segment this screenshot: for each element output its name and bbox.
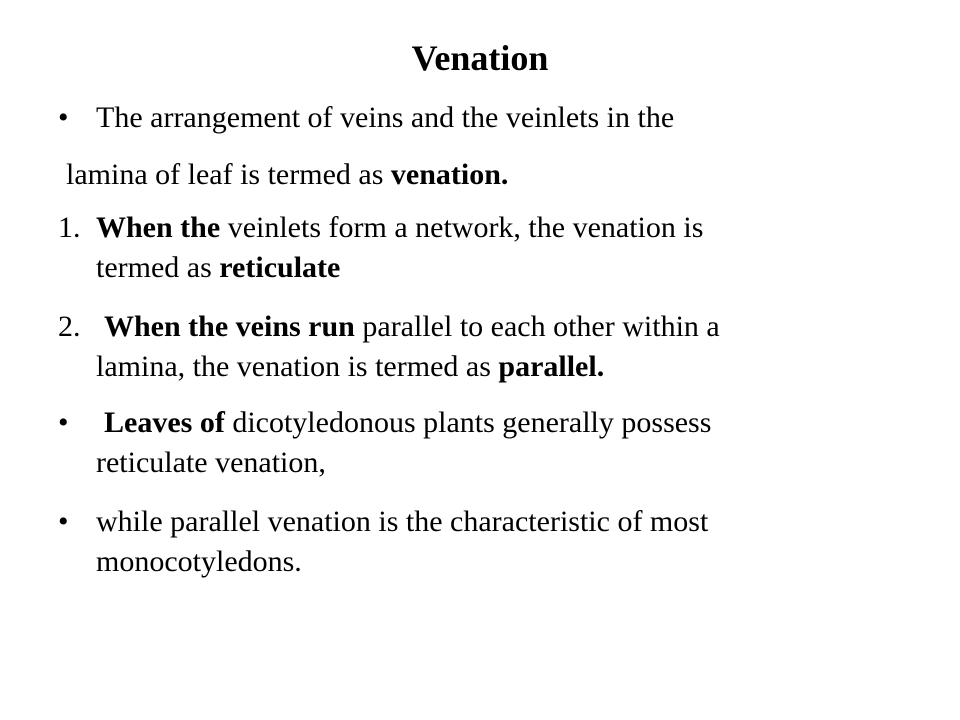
bullet-icon: •	[58, 101, 69, 134]
list-number-2: 2.	[58, 310, 81, 343]
p5-line-2: monocotyledons.	[96, 545, 302, 578]
p4-line-2: reticulate venation,	[96, 446, 326, 479]
list-number-1: 1.	[58, 211, 81, 244]
p5-line-1: while parallel venation is the characteristic of most	[96, 505, 709, 538]
p2-line-2: termed as reticulate	[96, 251, 341, 284]
slide-title: Venation	[411, 38, 549, 78]
p1-line-1: The arrangement of veins and the veinlets in the	[96, 101, 675, 134]
p2-line-1: When the veinlets form a network, the venation is	[96, 211, 704, 244]
p4-line-1: Leaves of dicotyledonous plants generally possess	[104, 406, 712, 439]
p3-line-2: lamina, the venation is termed as parallel.	[96, 350, 605, 383]
bullet-icon: •	[58, 406, 69, 439]
bullet-icon: •	[58, 505, 69, 538]
p1-line-2: lamina of leaf is termed as venation.	[66, 158, 509, 191]
p3-line-1: When the veins run parallel to each other within a	[104, 310, 720, 343]
